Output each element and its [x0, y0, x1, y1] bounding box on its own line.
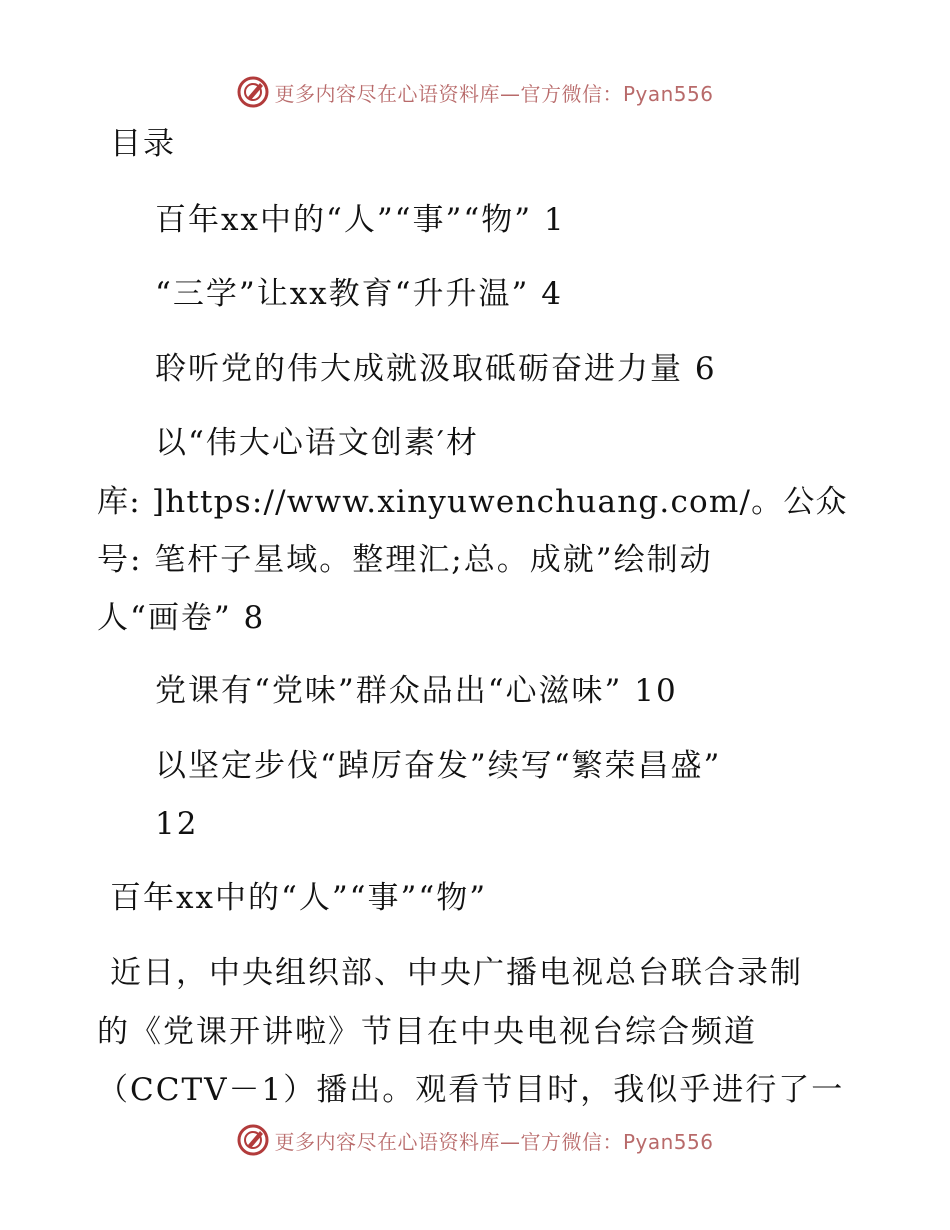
toc-item: 百年xx中的“人”“事”“物” 1	[155, 202, 566, 238]
banner-text: 更多内容尽在心语资料库—官方微信：Pyan556	[274, 1129, 714, 1154]
body-paragraph-line: （CCTV－1）播出。观看节目时，我似乎进行了一	[97, 1072, 845, 1108]
toc-item: 党课有“党味”群众品出“心滋味” 10	[155, 673, 678, 709]
toc-item: 以坚定步伐“踔厉奋发”续写“繁荣昌盛”	[155, 748, 722, 784]
toc-item: 人“画卷” 8	[97, 600, 266, 636]
toc-title: 目录	[110, 126, 176, 162]
pen-logo-icon	[236, 75, 270, 109]
toc-item: 12	[155, 806, 199, 842]
pen-logo-icon	[236, 1123, 270, 1157]
toc-item: “三学”让xx教育“升升温” 4	[155, 276, 563, 312]
toc-item: 聆听党的伟大成就汲取砥砺奋进力量 6	[155, 351, 717, 387]
toc-item: 库: ]https://www.xinyuwenchuang.com/。公众	[97, 484, 848, 520]
body-paragraph-line: 的《党课开讲啦》节目在中央电视台综合频道	[97, 1014, 757, 1050]
banner-text: 更多内容尽在心语资料库—官方微信：Pyan556	[274, 81, 714, 106]
header-banner	[0, 72, 950, 112]
body-paragraph-line: 近日，中央组织部、中央广播电视总台联合录制	[110, 955, 803, 991]
toc-item: 以“伟大心语文创素′材	[155, 425, 479, 461]
section-title: 百年xx中的“人”“事”“物”	[110, 880, 488, 916]
toc-item: 号: 笔杆子星域。整理汇;总。成就”绘制动	[97, 542, 713, 578]
footer-banner	[0, 1120, 950, 1160]
